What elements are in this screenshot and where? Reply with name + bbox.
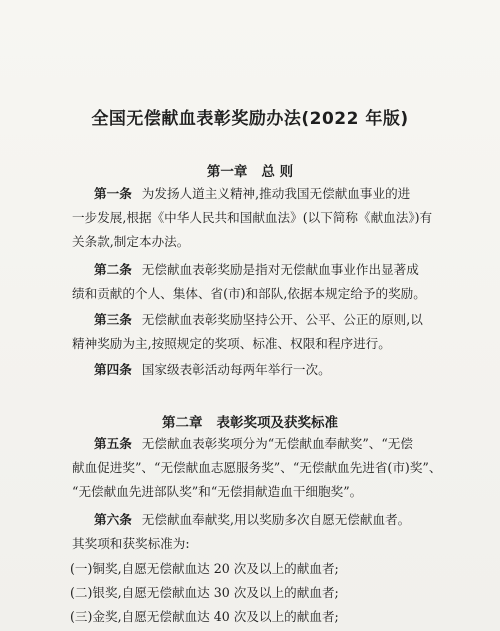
article-4-line-1: 国家级表彰活动每两年举行一次。 xyxy=(141,362,331,377)
article-3-line-1: 无偿献血表彰奖励坚持公开、公平、公正的原则,以 xyxy=(141,312,423,327)
article-4 xyxy=(72,358,442,382)
award-item-bronze: (一)铜奖,自愿无偿献血达 20 次及以上的献血者; xyxy=(70,561,339,576)
article-6-line-1: 无偿献血奉献奖,用以奖励多次自愿无偿献血者。 xyxy=(141,512,411,527)
chapter-2-name: 表彰奖项及获奖标准 xyxy=(216,415,338,431)
chapter-1-heading xyxy=(0,160,500,180)
article-3-line-2: 精神奖励为主,按照规定的奖项、标准、权限和程序进行。 xyxy=(72,336,391,351)
article-6 xyxy=(72,508,442,556)
article-3-lead: 第三条 xyxy=(94,312,132,327)
article-5-line-2: 献血促进奖”、“无偿献血志愿服务奖”、“无偿献血先进省(市)奖”、 xyxy=(72,460,442,475)
article-1-line-1: 为发扬人道主义精神,推动我国无偿献血事业的进 xyxy=(141,186,411,201)
article-6-line-2: 其奖项和获奖标准为: xyxy=(72,536,190,551)
chapter-2-number: 第二章 xyxy=(162,415,203,431)
article-1-line-2: 一步发展,根据《中华人民共和国献血法》(以下简称《献血法》)有 xyxy=(72,210,433,225)
article-1-lead: 第一条 xyxy=(94,186,132,201)
chapter-1-name: 总 则 xyxy=(261,164,294,180)
document-title: 全国无偿献血表彰奖励办法(2022 年版) xyxy=(91,109,409,129)
article-2 xyxy=(72,258,442,306)
article-5-line-3: “无偿献血先进部队奖”和“无偿捐献造血干细胞奖”。 xyxy=(72,484,363,499)
article-2-line-1: 无偿献血表彰奖励是指对无偿献血事业作出显著成 xyxy=(141,262,419,277)
article-5 xyxy=(72,432,442,504)
chapter-2-heading xyxy=(0,411,500,431)
article-2-line-2: 绩和贡献的个人、集体、省(市)和部队,依据本规定给予的奖励。 xyxy=(72,286,426,301)
chapter-1-number: 第一章 xyxy=(206,164,248,180)
award-list xyxy=(70,557,440,629)
award-item-silver: (二)银奖,自愿无偿献血达 30 次及以上的献血者; xyxy=(70,585,339,600)
award-item-gold: (三)金奖,自愿无偿献血达 40 次及以上的献血者; xyxy=(70,609,339,624)
article-4-lead: 第四条 xyxy=(94,362,132,377)
article-6-lead: 第六条 xyxy=(94,512,132,527)
article-5-lead: 第五条 xyxy=(94,436,132,451)
article-2-lead: 第二条 xyxy=(94,262,132,277)
article-1-line-3: 关条款,制定本办法。 xyxy=(72,234,190,249)
article-3 xyxy=(72,308,442,356)
article-5-line-1: 无偿献血表彰奖项分为“无偿献血奉献奖”、“无偿 xyxy=(141,436,413,451)
article-1 xyxy=(72,182,442,254)
